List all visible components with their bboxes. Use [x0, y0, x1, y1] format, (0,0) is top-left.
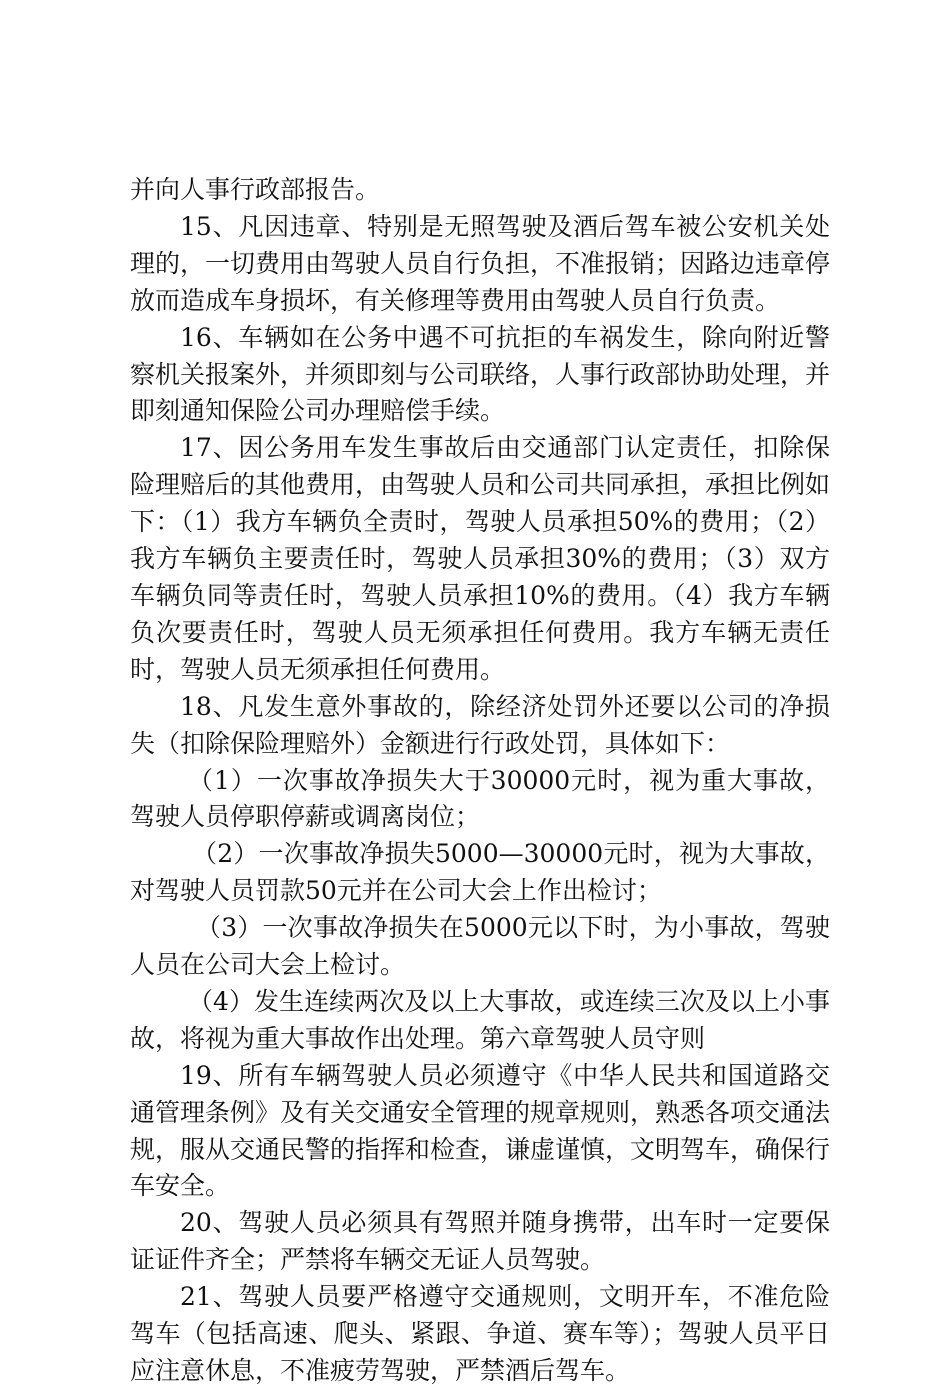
paragraph-17: 17、因公务用车发生事故后由交通部门认定责任，扣除保险理赔后的其他费用，由驾驶人员和公司共同承担，承担比例如下：（1）我方车辆负全责时，驾驶人员承担50%的费用；（2）我方车辆负主要责任时，驾驶人员承担30%的费用；（3）双方车辆负同等责任时，驾驶人员承担10%的费用。（4）我方车辆负次要责任时，驾驶人员无须承担任何费用。我方车辆无责任时，驾驶人员无须承担任何费用。 [130, 433, 831, 684]
paragraph-18-item-3: （3）一次事故净损失在5000元以下时，为小事故，驾驶人员在公司大会上检讨。 [130, 913, 830, 980]
paragraph-20: 20、驾驶人员必须具有驾照并随身携带，出车时一定要保证证件齐全；严禁将车辆交无证人员驾驶。 [130, 1208, 830, 1275]
paragraph-15: 15、凡因违章、特别是无照驾驶及酒后驾车被公安机关处理的，一切费用由驾驶人员自行负担，不准报销；因路边违章停放而造成车身损坏，有关修理等费用由驾驶人员自行负责。 [130, 211, 831, 315]
paragraph-continuation: 并向人事行政部报告。 [130, 175, 381, 204]
paragraph-18-item-1: （1）一次事故净损失大于30000元时，视为重大事故，驾驶人员停职停薪或调离岗位； [130, 765, 830, 832]
paragraph-18-item-2: （2）一次事故净损失5000—30000元时，视为大事故，对驾驶人员罚款50元并在公司大会上作出检讨； [130, 839, 830, 906]
document-body [130, 172, 830, 1390]
paragraph-21: 21、驾驶人员要严格遵守交通规则，文明开车，不准危险驾车（包括高速、爬头、紧跟、争道、赛车等）；驾驶人员平日应注意休息，不准疲劳驾驶，严禁酒后驾车。 [130, 1282, 830, 1385]
paragraph-19: 19、所有车辆驾驶人员必须遵守《中华人民共和国道路交通管理条例》及有关交通安全管理的规章规则，熟悉各项交通法规，服从交通民警的指挥和检查，谦虚谨慎，文明驾车，确保行车安全。 [130, 1060, 831, 1201]
paragraph-16: 16、车辆如在公务中遇不可抗拒的车祸发生，除向附近警察机关报案外，并须即刻与公司联络，人事行政部协助处理，并即刻通知保险公司办理赔偿手续。 [130, 322, 831, 426]
paragraph-18-item-4: （4）发生连续两次及以上大事故，或连续三次及以上小事故，将视为重大事故作出处理。第六章驾驶人员守则 [130, 986, 830, 1053]
paragraph-18: 18、凡发生意外事故的，除经济处罚外还要以公司的净损失（扣除保险理赔外）金额进行行政处罚，具体如下： [130, 691, 830, 758]
